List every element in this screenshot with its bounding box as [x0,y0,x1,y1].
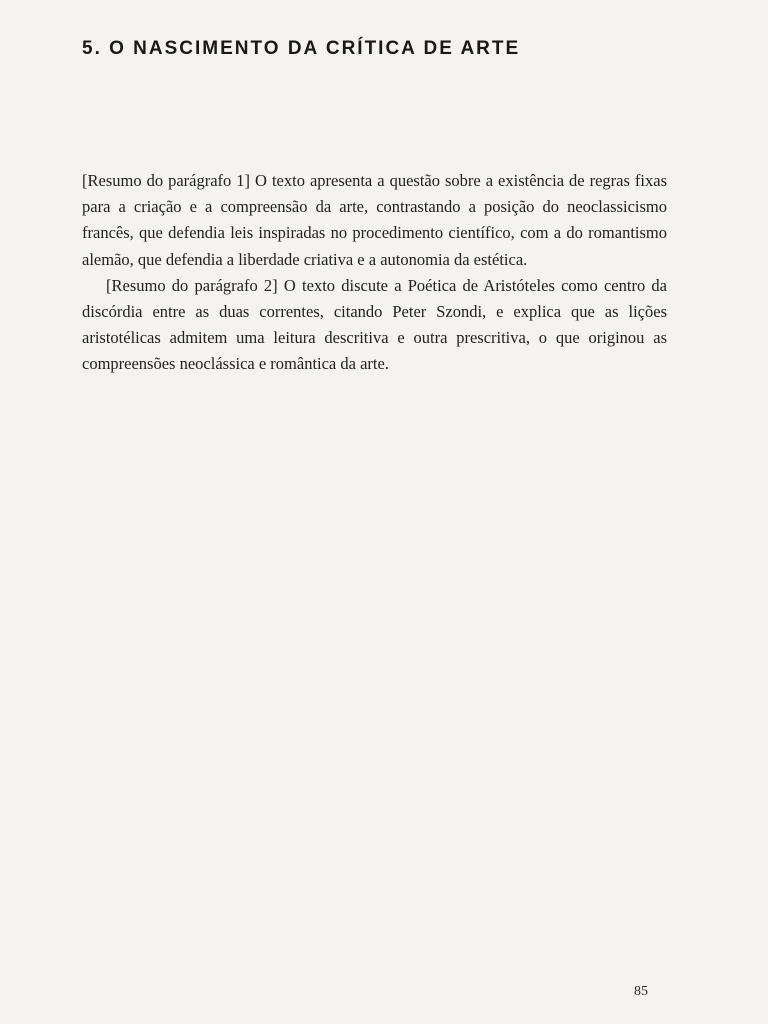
body-paragraph: [Resumo do parágrafo 2] O texto discute a Poética de Aristóteles como centro da discórdia entre as duas correntes, citando Peter Szondi, e explica que as lições aristotélicas admitem uma leitura descritiva e outra prescritiva, o que originou as compreensões neoclássica e romântica da arte. [82,275,667,374]
chapter-heading: 5. O NASCIMENTO DA CRÍTICA DE ARTE [82,38,521,59]
body-text [82,168,667,378]
body-paragraph: [Resumo do parágrafo 1] O texto apresenta a questão sobre a existência de regras fixas para a criação e a compreensão da arte, contrastando a posição do neoclassicismo francês, que defendia leis inspiradas no procedimento científico, com a do romantismo alemão, que defendia a liberdade criativa e a autonomia da estética. [82,171,667,269]
page-number: 85 [634,984,648,999]
